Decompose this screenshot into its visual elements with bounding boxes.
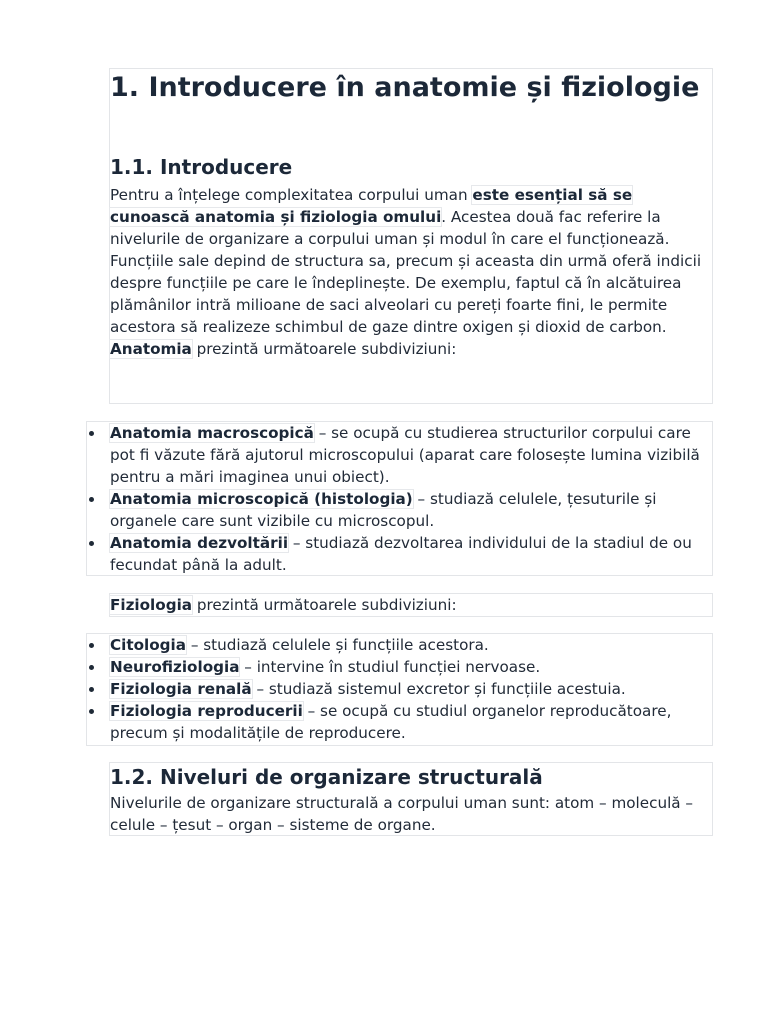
intro-bold-text: este esențial să se cunoască anatomia și fiziologia omului bbox=[110, 186, 633, 226]
list-item-desc: – intervine în studiul funcției nervoase. bbox=[239, 658, 541, 676]
fiziologia-paragraph bbox=[110, 594, 712, 616]
list-item-term: Anatomia microscopică (histologia) bbox=[110, 490, 413, 508]
list-item bbox=[86, 488, 704, 532]
list-item-desc: – studiază celulele, țesuturile și organele care sunt vizibile cu microscopul. bbox=[110, 490, 657, 530]
list-item-term: Neurofiziologia bbox=[110, 658, 240, 676]
list-item-term: Fiziologia reproducerii bbox=[110, 702, 303, 720]
fiziologia-term: Fiziologia bbox=[110, 596, 193, 614]
list-item bbox=[86, 532, 704, 576]
list-item-desc: – se ocupă cu studiul organelor reproducătoare, precum și modalitățile de reproducere. bbox=[110, 702, 672, 742]
list-item bbox=[86, 634, 704, 656]
physiology-subdivision-list bbox=[86, 634, 714, 744]
list-item-desc: – se ocupă cu studierea structurilor corpului care pot fi văzute fără ajutorul microscopului (aparat care folosește lumina vizibilă pentru a mări imaginea unui obiect). bbox=[110, 424, 700, 486]
list-item-term: Anatomia macroscopică bbox=[110, 424, 314, 442]
list-item bbox=[86, 656, 704, 678]
list-item-term: Fiziologia renală bbox=[110, 680, 252, 698]
list-item-term: Anatomia dezvoltării bbox=[110, 534, 289, 552]
list-item bbox=[86, 422, 704, 488]
intro-paragraph bbox=[110, 184, 712, 360]
section-1-2-heading: 1.2. Niveluri de organizare structurală bbox=[110, 765, 543, 789]
page-title: 1. Introducere în anatomie și fiziologie bbox=[110, 72, 700, 103]
list-item-desc: – studiază celulele și funcțiile acestora. bbox=[186, 636, 489, 654]
list-item-term: Citologia bbox=[110, 636, 187, 654]
anatomia-subdivisions-text: prezintă următoarele subdiviziuni: bbox=[191, 340, 457, 358]
list-item bbox=[86, 678, 704, 700]
fiziologia-subdivisions-text: prezintă următoarele subdiviziuni: bbox=[192, 596, 457, 614]
intro-text-end: . Acestea două fac referire la nivelurile de organizare a corpului uman și modul în care el funcționează. Funcțiile sale depind de structura sa, precum și aceasta din urmă oferă indicii despre funcțiile pe care le îndeplinește. De exemplu, faptul că în alcătuirea plămânilor intră milioane de saci alveolari cu pereți foarte fini, le permite acestora să realizeze schimbul de gaze dintre oxigen și dioxid de carbon. bbox=[110, 208, 702, 336]
section-1-1-heading: 1.1. Introducere bbox=[110, 155, 293, 179]
intro-text-start: Pentru a înțelege complexitatea corpului uman bbox=[110, 186, 473, 204]
anatomy-subdivision-list bbox=[86, 422, 714, 576]
list-item bbox=[86, 700, 704, 744]
list-item-desc: – studiază dezvoltarea individului de la stadiul de ou fecundat până la adult. bbox=[110, 534, 692, 574]
section-1-2-paragraph: Nivelurile de organizare structurală a corpului uman sunt: atom – moleculă – celule – țesut – organ – sisteme de organe. bbox=[110, 794, 694, 834]
anatomia-term: Anatomia bbox=[110, 340, 192, 358]
list-item-desc: – studiază sistemul excretor și funcțiile acestuia. bbox=[251, 680, 626, 698]
